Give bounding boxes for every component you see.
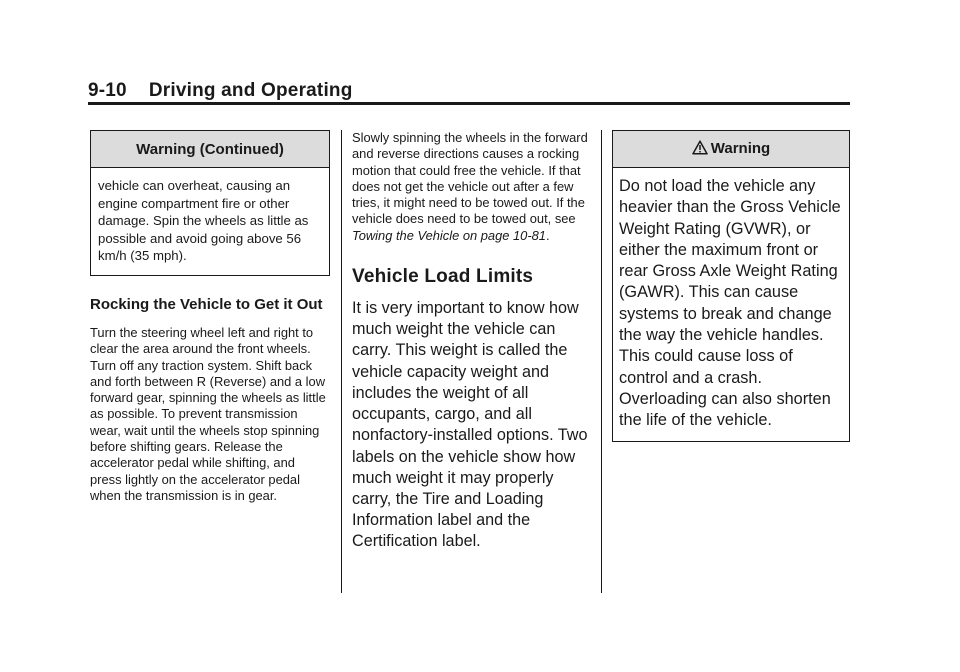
column-3 <box>612 130 850 442</box>
load-limits-body: It is very important to know how much weight the vehicle can carry. This weight is called the vehicle capacity weight and includes the weight of all occupants, cargo, and all nonfactory-installed options. Two labels on the vehicle show how much weight it may properly carry, the Tire and Loading Information label and the Certification label. <box>352 299 588 551</box>
warning-load-header <box>613 131 849 168</box>
header-rule <box>88 102 850 105</box>
warning-continued-body: vehicle can overheat, causing an engine compartment fire or other damage. Spin the wheels as little as possible and avoid going above 56 km/h (35 mph). <box>98 178 309 264</box>
spinning-paragraph <box>352 130 588 244</box>
page-number: 9-10 <box>88 80 127 101</box>
warning-load-title: Warning <box>710 140 771 157</box>
warning-load-box <box>612 130 850 442</box>
warning-continued-box <box>90 130 330 276</box>
load-limits-title: Vehicle Load Limits <box>352 266 534 288</box>
column-2 <box>352 130 588 553</box>
warning-triangle-icon <box>692 140 708 159</box>
spinning-body: Slowly spinning the wheels in the forward and reverse directions causes a rocking motion that could free the vehicle. If that does not get the vehicle out after a few tries, it might need to be towed out. If the vehicle does need to be towed out, see <box>352 130 588 227</box>
rocking-heading: Rocking the Vehicle to Get it Out <box>90 295 323 313</box>
warning-load-body: Do not load the vehicle any heavier than the Gross Vehicle Weight Rating (GVWR), or either the maximum front or rear Gross Axle Weight Rating (GAWR). This can cause systems to break and change the way the vehicle handles. This could cause loss of control and a crash. Overloading can also shorten the life of the vehicle. <box>619 177 841 430</box>
column-divider-1 <box>341 130 342 593</box>
spinning-end: . <box>545 227 550 243</box>
section-title: Driving and Operating <box>148 80 353 101</box>
column-1 <box>90 130 330 504</box>
rocking-body: Turn the steering wheel left and right to clear the area around the front wheels. Turn off any traction system. Shift back and forth between R (Reverse) and a low forward gear, spinning the wheels as little as possible. To prevent transmission wear, wait until the wheels stop spinning before shifting gears. Release the accelerator pedal while shifting, and press lightly on the accelerator pedal when the transmission is in gear. <box>90 324 326 503</box>
towing-reference-link[interactable]: Towing the Vehicle on page 10-81 <box>352 227 546 243</box>
column-divider-2 <box>601 130 602 593</box>
warning-continued-title: Warning (Continued) <box>91 131 329 168</box>
page-header <box>88 80 353 102</box>
